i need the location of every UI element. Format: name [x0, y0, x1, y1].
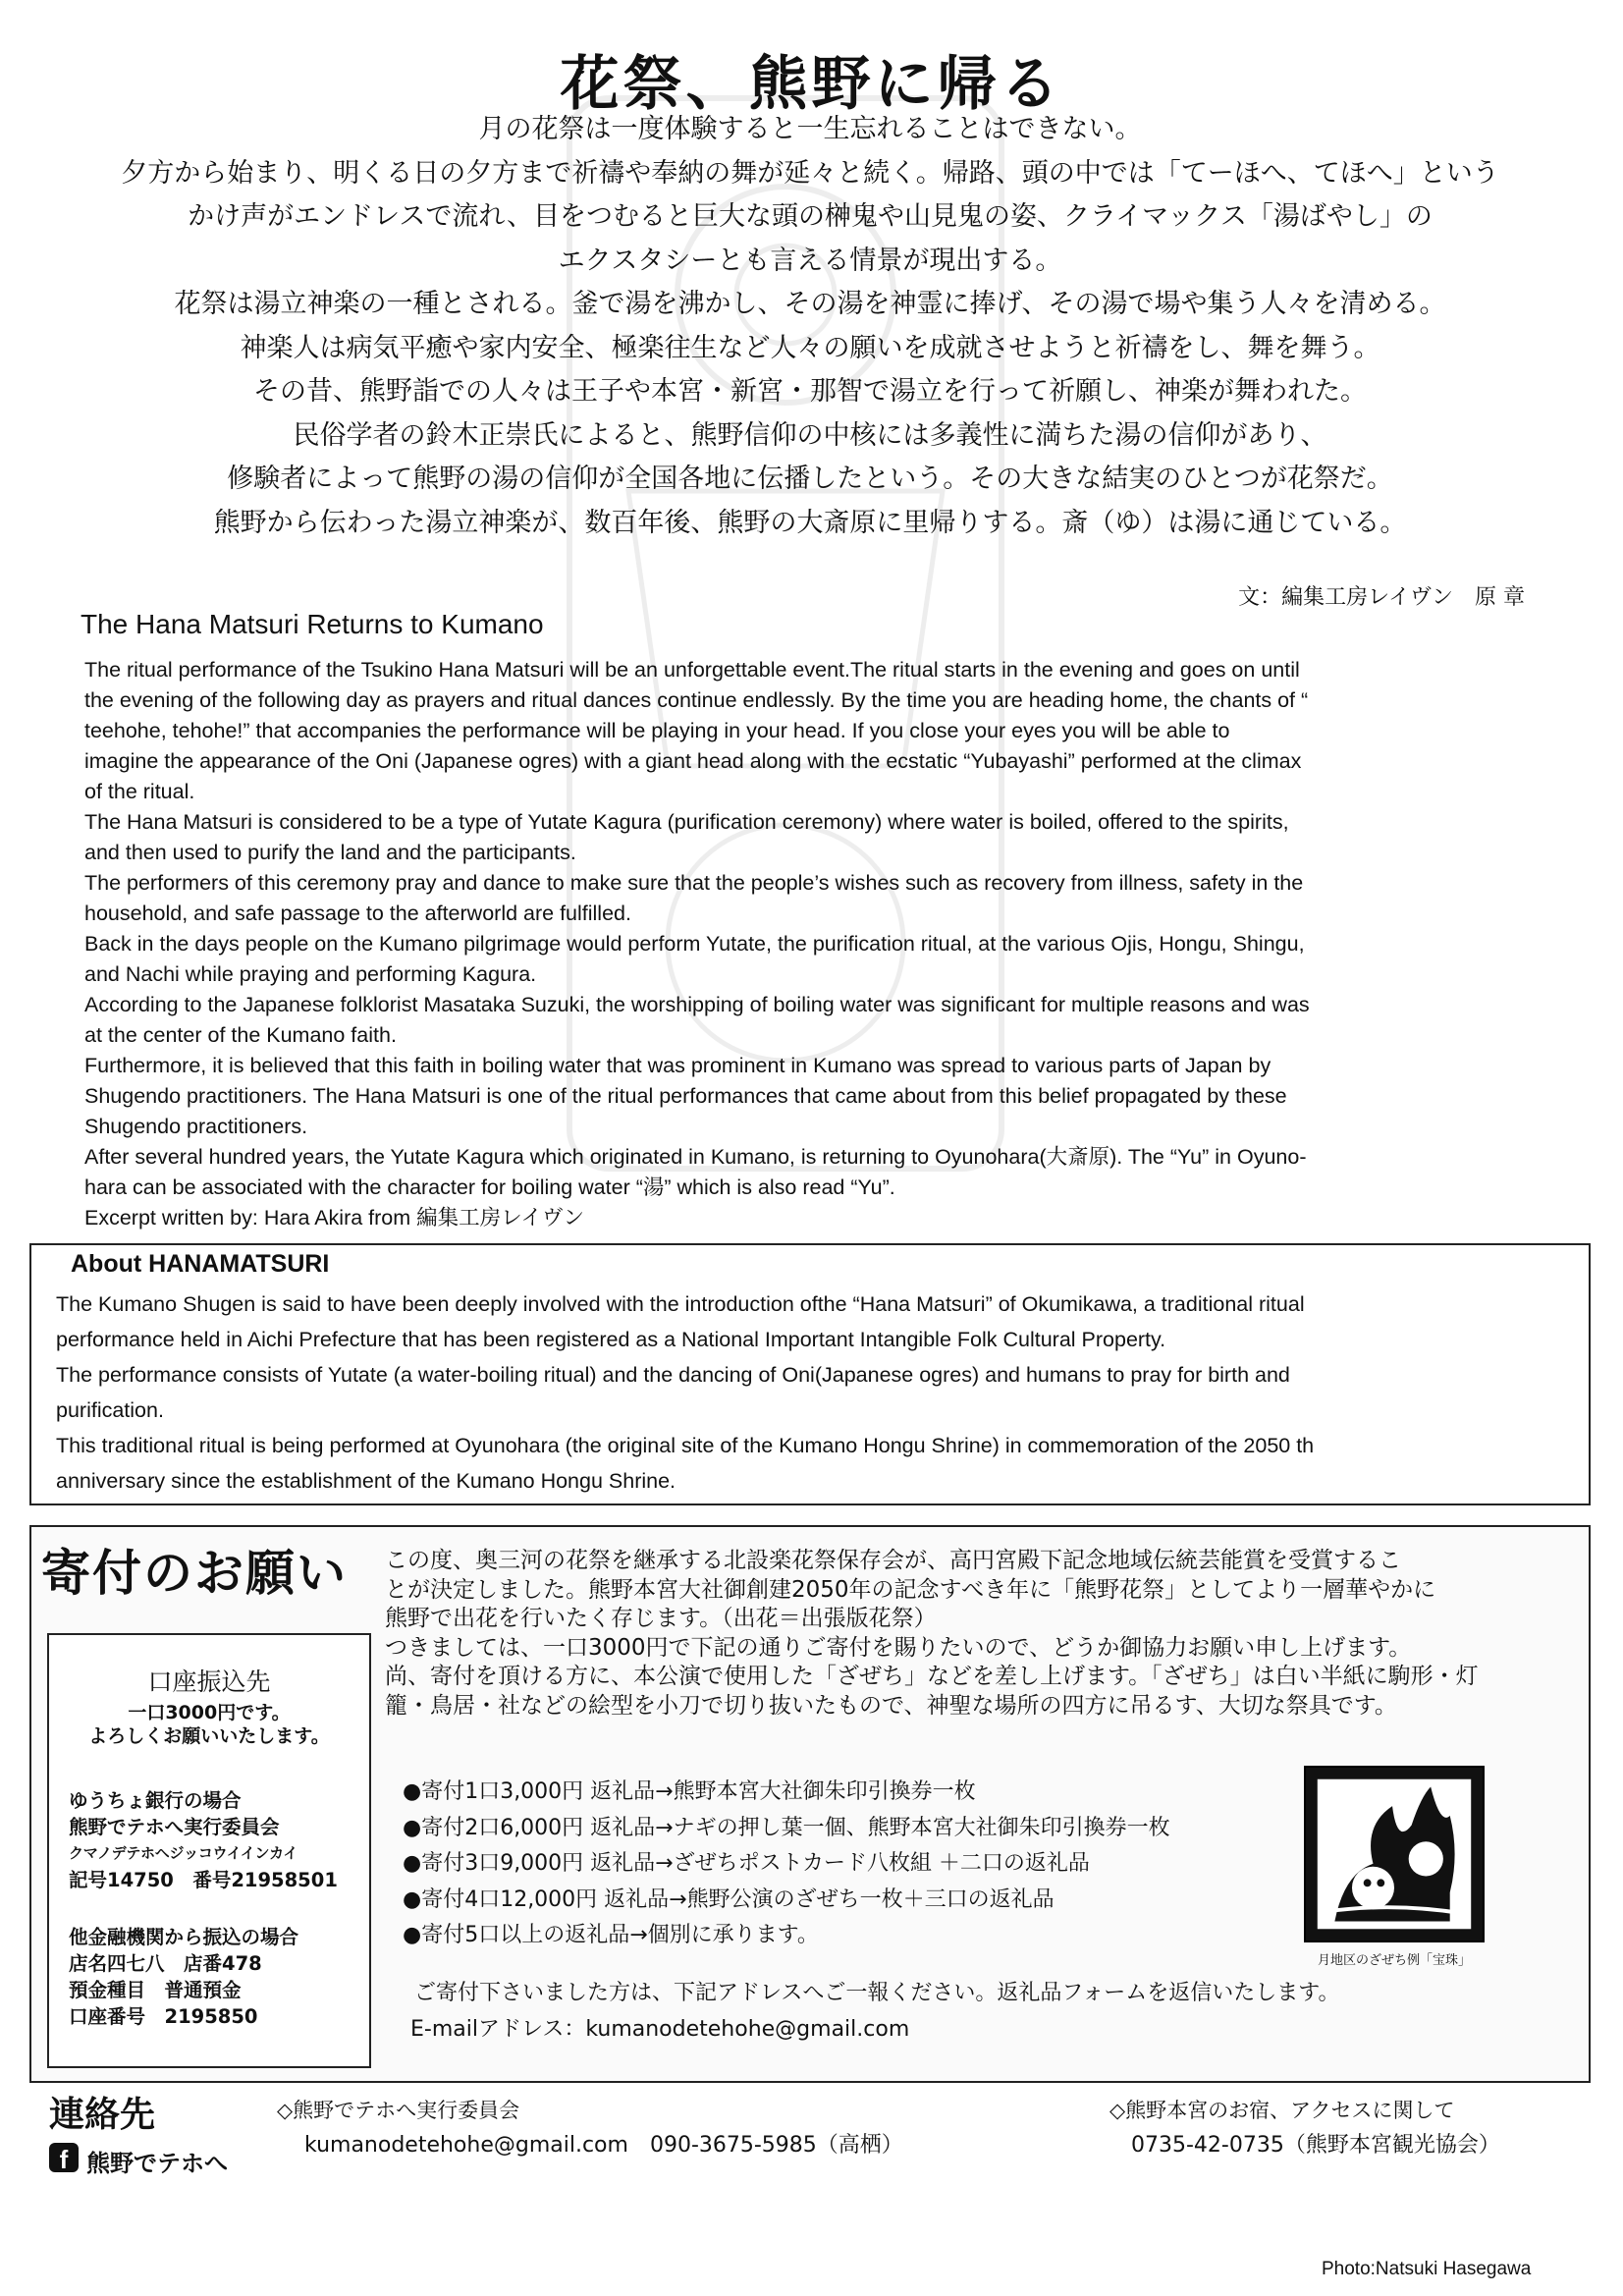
jp-line: 熊野から伝わった湯立神楽が、数百年後、熊野の大斎原に里帰りする。斎（ゆ）は湯に通じている。: [213, 507, 1407, 538]
zazechi-sample-image: [1304, 1766, 1485, 1942]
donation-line: つきましては、一口3000円で下記の通りご寄付を賜りたいので、どうか御協力お願い申し上げます。: [385, 1634, 1412, 1661]
en-line: at the center of the Kumano faith.: [84, 1023, 397, 1047]
account-title: 口座振込先: [147, 1667, 271, 1696]
en-line: Shugendo practitioners.: [84, 1115, 308, 1138]
en-line: of the ritual.: [84, 780, 195, 803]
donation-line: 尚、寄付を頂ける方に、本公演で使用した「ざぜち」などを差し上げます。「ざぜち」は白い半紙に駒形・灯: [385, 1664, 1479, 1689]
en-line: household, and safe passage to the afterworld are fulfilled.: [84, 902, 631, 925]
donation-line: とが決定しました。熊野本宮大社御創建2050年の記念すべき年に「熊野花祭」としてより一層華やかに: [385, 1576, 1436, 1603]
jp-line: 民俗学者の鈴木正崇氏によると、熊野信仰の中核には多義性に満ちた湯の信仰があり、: [293, 419, 1327, 451]
account-details: [69, 1787, 363, 2030]
other-bank-header: 他金融機関から振込の場合: [69, 1926, 299, 1948]
about-line: The performance consists of Yutate (a water-boiling ritual) and the dancing of Oni(Japanese ogres) and humans to pray for birth and: [56, 1363, 1290, 1387]
about-heading: About HANAMATSURI: [71, 1250, 330, 1278]
english-heading: The Hana Matsuri Returns to Kumano: [81, 609, 544, 639]
jp-line: 神楽人は病気平癒や家内安全、極楽往生など人々の願いを成就させようと祈禱をし、舞を舞う。: [240, 332, 1380, 363]
yucho-kana: クマノデテホヘジッコウイインカイ: [69, 1844, 298, 1862]
donation-email[interactable]: E-mailアドレス：kumanodetehohe@gmail.com: [410, 2017, 910, 2042]
facebook-icon[interactable]: f: [49, 2143, 79, 2172]
jp-line: 修験者によって熊野の湯の信仰が全国各地に伝播したという。その大きな結実のひとつが花祭だ。: [227, 464, 1393, 494]
donation-tier: ●寄付1口3,000円 返礼品→熊野本宮大社御朱印引換券一枚: [403, 1779, 976, 1804]
yucho-header: ゆうちょ銀行の場合: [69, 1789, 242, 1812]
jp-line: 花祭は湯立神楽の一種とされる。釜で湯を沸かし、その湯を神霊に捧げ、その湯で場や集う人々を清める。: [174, 289, 1446, 319]
organizer-contact[interactable]: kumanodetehohe@gmail.com 090-3675-5985（高栖）: [304, 2133, 903, 2158]
donation-note: ご寄付下さいました方は、下記アドレスへご一報ください。返礼品フォームを返信いたします。: [414, 1981, 1340, 2005]
en-line: According to the Japanese folklorist Masataka Suzuki, the worshipping of boiling water was significant for multiple reasons and was: [84, 993, 1310, 1016]
en-line: the evening of the following day as prayers and ritual dances continue endlessly. By the time you are heading home, the chants of “: [84, 688, 1309, 712]
jp-line: 夕方から始まり、明くる日の夕方まで祈禱や奉納の舞が延々と続く。帰路、頭の中では「てーほへ、てほへ」という: [121, 157, 1499, 189]
photo-credit: Photo:Natsuki Hasegawa: [1322, 2259, 1532, 2279]
en-line: Shugendo practitioners. The Hana Matsuri is one of the ritual performances that came about from this belief propagated by these: [84, 1084, 1287, 1108]
donation-title: 寄付のお願い: [41, 1544, 348, 1602]
about-body: [56, 1286, 1578, 1499]
about-line: anniversary since the establishment of the Kumano Hongu Shrine.: [56, 1469, 676, 1493]
donation-tiers: [403, 1775, 1286, 1954]
jp-line: 月の花祭は一度体験すると一生忘れることはできない。: [478, 114, 1142, 144]
about-line: purification.: [56, 1398, 164, 1422]
account-subtitle: 一口3000円です。: [128, 1702, 291, 1723]
en-line: Back in the days people on the Kumano pilgrimage would perform Yutate, the purification ritual, at the various Ojis, Hongu, Shingu,: [84, 932, 1305, 956]
japanese-intro: [59, 108, 1561, 545]
en-line: Excerpt written by: Hara Akira from 編集工房レイヴン: [84, 1206, 585, 1230]
donation-tier: ●寄付3口9,000円 返礼品→ざぜちポストカード八枚組 ＋二口の返礼品: [403, 1851, 1090, 1876]
about-line: The Kumano Shugen is said to have been deeply involved with the introduction ofthe “Hana Matsuri” of Okumikawa, a traditional ritual: [56, 1292, 1305, 1316]
about-line: This traditional ritual is being performed at Oyunohara (the original site of the Kumano Hongu Shrine) in commemoration of the 2050 th: [56, 1434, 1315, 1457]
contact-title: 連絡先: [49, 2094, 156, 2135]
en-line: and then used to purify the land and the participants.: [84, 841, 576, 864]
donation-tier: ●寄付2口6,000円 返礼品→ナギの押し葉一個、熊野本宮大社御朱印引換券一枚: [403, 1815, 1170, 1840]
lodging-title: ◇熊野本宮のお宿、アクセスに関して: [1109, 2099, 1455, 2122]
page-title: 花祭、熊野に帰る: [560, 50, 1063, 119]
en-line: and Nachi while praying and performing Kagura.: [84, 962, 537, 986]
en-line: Furthermore, it is believed that this faith in boiling water that was prominent in Kumano was spread to various parts of Japan by: [84, 1054, 1271, 1077]
branch-info: 店名四七八 店番478: [69, 1952, 262, 1975]
jp-author-credit: 文：編集工房レイヴン 原 章: [1238, 585, 1525, 610]
about-line: performance held in Aichi Prefecture that has been registered as a National Important Intangible Folk Cultural Property.: [56, 1328, 1166, 1351]
organizer-name: ◇熊野でテホへ実行委員会: [277, 2099, 520, 2122]
account-subtitle: よろしくお願いいたします。: [88, 1725, 330, 1747]
jp-line: エクスタシーとも言える情景が現出する。: [558, 245, 1062, 276]
account-number: 口座番号 2195850: [69, 2005, 258, 2028]
deposit-type: 預金種目 普通預金: [69, 1979, 242, 2001]
jp-line: その昔、熊野詣での人々は王子や本宮・新宮・那智で湯立を行って祈願し、神楽が舞われた。: [253, 376, 1367, 407]
jp-line: かけ声がエンドレスで流れ、目をつむると巨大な頭の榊鬼や山見鬼の姿、クライマックス「湯ばやし」の: [188, 201, 1433, 232]
lodging-contact[interactable]: 0735-42-0735（熊野本宮観光協会）: [1131, 2133, 1500, 2158]
yucho-name: 熊野でテホへ実行委員会: [69, 1816, 280, 1838]
donation-tier: ●寄付5口以上の返礼品→個別に承ります。: [403, 1923, 819, 1947]
yucho-number: 記号14750 番号21958501: [69, 1869, 338, 1891]
sample-caption: 月地区のざぜち例「宝珠」: [1317, 1953, 1471, 1968]
en-line: The Hana Matsuri is considered to be a type of Yutate Kagura (purification ceremony) where water is boiled, offered to the spirits,: [84, 810, 1289, 834]
en-line: hara can be associated with the character for boiling water “湯” which is also read “Yu”.: [84, 1175, 895, 1199]
donation-body: [385, 1547, 1585, 1721]
en-line: The ritual performance of the Tsukino Hana Matsuri will be an unforgettable event.The ritual starts in the evening and goes on until: [84, 658, 1300, 682]
english-body: [84, 655, 1577, 1233]
en-line: teehohe, tehohe!” that accompanies the performance will be playing in your head. If you close your eyes you will be able to: [84, 719, 1230, 742]
en-line: imagine the appearance of the Oni (Japanese ogres) with a giant head along with the ecstatic “Yubayashi” performed at the climax: [84, 749, 1302, 773]
en-line: After several hundred years, the Yutate Kagura which originated in Kumano, is returning to Oyunohara(大斎原). The “Yu” in Oyuno-: [84, 1145, 1307, 1169]
donation-line: 熊野で出花を行いたく存じます。（出花＝出張版花祭）: [385, 1606, 937, 1631]
donation-line: この度、奥三河の花祭を継承する北設楽花祭保存会が、高円宮殿下記念地域伝統芸能賞を受賞するこ: [385, 1548, 1401, 1573]
donation-tier: ●寄付4口12,000円 返礼品→熊野公演のざぜち一枚＋三口の返礼品: [403, 1886, 1055, 1912]
donation-line: 籠・鳥居・社などの絵型を小刀で切り抜いたもので、神聖な場所の四方に吊るす、大切な祭具です。: [385, 1692, 1397, 1719]
facebook-page-label[interactable]: 熊野でテホへ: [86, 2150, 228, 2177]
en-line: The performers of this ceremony pray and dance to make sure that the people’s wishes such as recovery from illness, safety in the: [84, 871, 1304, 895]
